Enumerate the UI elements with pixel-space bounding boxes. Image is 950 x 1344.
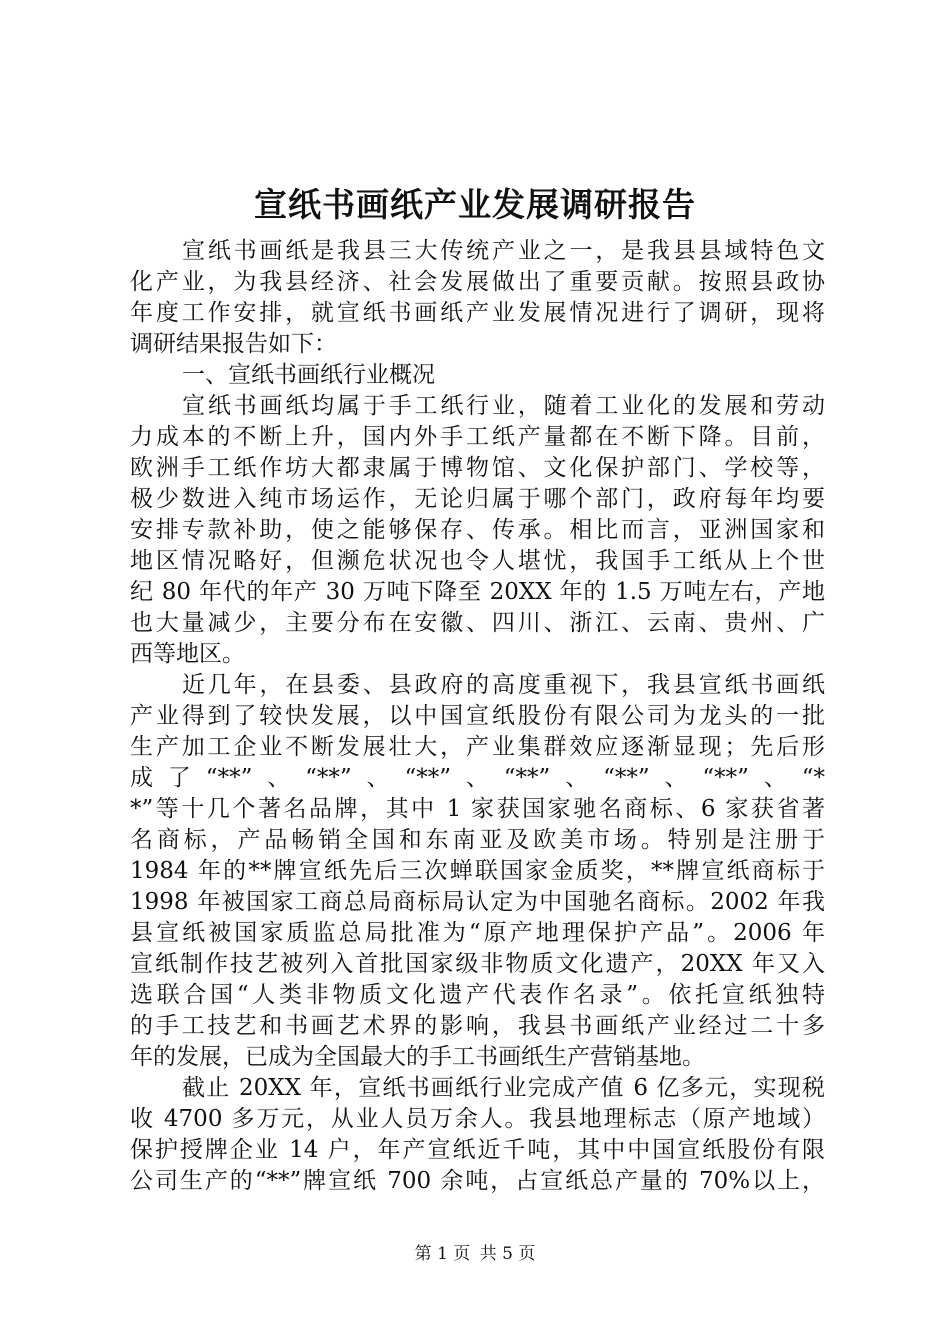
text-line: 也大量减少，主要分布在安徽、四川、浙江、云南、贵州、广	[130, 610, 825, 636]
text-line: 1998 年被国家工商总局商标局认定为中国驰名商标。2002 年我	[130, 889, 825, 915]
text-line: 县宣纸被国家质监总局批准为“原产地理保护产品”。2006 年	[130, 920, 825, 946]
text-line: 截止 20XX 年，宣纸书画纸行业完成产值 6 亿多元，实现税	[182, 1075, 825, 1101]
text-line: 年的发展，已成为全国最大的手工书画纸生产营销基地。	[130, 1044, 705, 1070]
text-line: 公司生产的“**”牌宣纸 700 余吨，占宣纸总产量的 70%以上，	[130, 1168, 825, 1194]
text-line: 年度工作安排，就宣纸书画纸产业发展情况进行了调研，现将	[130, 300, 825, 326]
text-line: 西等地区。	[130, 641, 245, 667]
text-line: 近几年，在县委、县政府的高度重视下，我县宣纸书画纸	[182, 672, 825, 698]
text-line: 调研结果报告如下：	[130, 331, 337, 357]
text-line: 纪 80 年代的年产 30 万吨下降至 20XX 年的 1.5 万吨左右，产地	[130, 579, 825, 605]
page-footer	[0, 1243, 950, 1265]
text-line: 名商标，产品畅销全国和东南亚及欧美市场。特别是注册于	[130, 827, 825, 853]
text-line: 欧洲手工纸作坊大都隶属于博物馆、文化保护部门、学校等，	[130, 455, 825, 481]
text-line: 地区情况略好，但濒危状况也令人堪忧，我国手工纸从上个世	[130, 548, 825, 574]
text-line: 化产业，为我县经济、社会发展做出了重要贡献。按照县政协	[130, 269, 825, 295]
text-line: 的手工技艺和书画艺术界的影响，我县书画纸产业经过二十多	[130, 1013, 825, 1039]
text-line: 极少数进入纯市场运作，无论归属于哪个部门，政府每年均要	[130, 486, 825, 512]
text-line: 选联合国“人类非物质文化遗产代表作名录”。依托宣纸独特	[130, 982, 825, 1008]
text-line: 力成本的不断上升，国内外手工纸产量都在不断下降。目前，	[130, 424, 825, 450]
document-title: 宣纸书画纸产业发展调研报告	[254, 185, 696, 224]
text-line: 收 4700 多万元，从业人员万余人。我县地理标志（原产地域）	[130, 1106, 825, 1132]
text-line: 保护授牌企业 14 户，年产宣纸近千吨，其中中国宣纸股份有限	[130, 1137, 825, 1163]
text-line: 1984 年的**牌宣纸先后三次蝉联国家金质奖，**牌宣纸商标于	[130, 858, 825, 884]
text-line: 成了“**”、“**”、“**”、“**”、“**”、“**”、“*	[130, 765, 825, 791]
text-line: 宣纸制作技艺被列入首批国家级非物质文化遗产，20XX 年又入	[130, 951, 825, 977]
page-total: 共 5 页	[479, 1244, 536, 1264]
text-line: 宣纸书画纸均属于手工纸行业，随着工业化的发展和劳动	[182, 393, 825, 419]
text-line: 产业得到了较快发展，以中国宣纸股份有限公司为龙头的一批	[130, 703, 825, 729]
document-body	[130, 236, 825, 1197]
text-line: 生产加工企业不断发展壮大，产业集群效应逐渐显现；先后形	[130, 734, 825, 760]
text-line: 宣纸书画纸是我县三大传统产业之一，是我县县域特色文	[182, 238, 825, 264]
text-line: 一、宣纸书画纸行业概况	[182, 362, 435, 388]
text-line: 安排专款补助，使之能够保存、传承。相比而言，亚洲国家和	[130, 517, 825, 543]
page-number: 第 1 页	[414, 1244, 471, 1264]
text-line: *”等十几个著名品牌，其中 1 家获国家驰名商标、6 家获省著	[130, 796, 825, 822]
